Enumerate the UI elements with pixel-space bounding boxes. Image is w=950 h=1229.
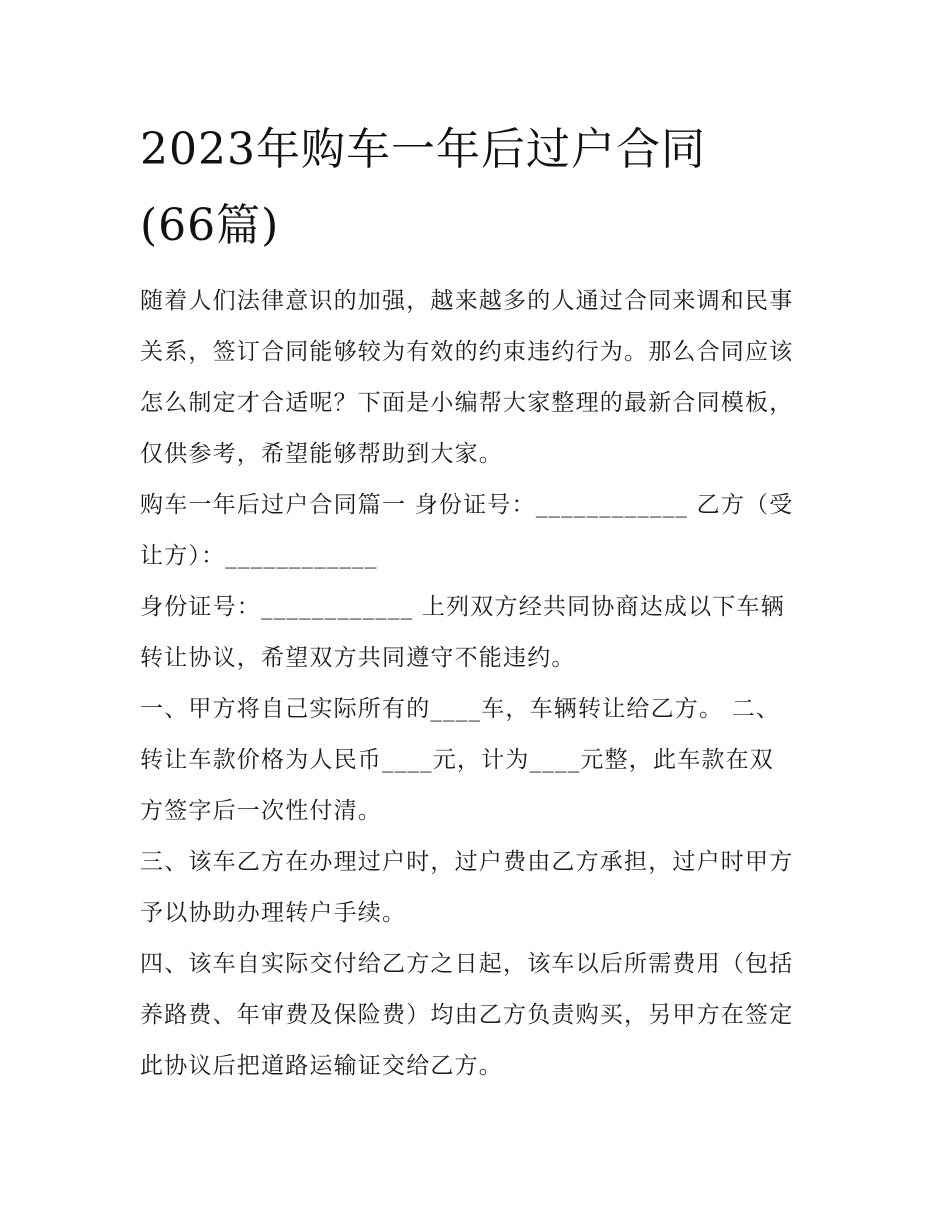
text-line: 转让协议，希望双方共同遵守不能违约。: [140, 645, 576, 671]
document-title: [140, 112, 820, 264]
document-body: [140, 276, 820, 1092]
text-line: 此协议后把道路运输证交给乙方。: [140, 1053, 503, 1079]
text-line: 购车一年后过户合同篇一 身份证号：____________ 乙方（受: [140, 492, 794, 518]
title-line-2: (66篇): [140, 200, 280, 251]
text-line: 方签字后一次性付清。: [140, 798, 382, 824]
text-line: 让方）：____________: [140, 543, 378, 569]
text-line: 转让车款价格为人民币____元，计为____元整，此车款在双: [140, 747, 774, 773]
text-line: 随着人们法律意识的加强，越来越多的人通过合同来调和民事: [140, 288, 794, 314]
text-line: 一、甲方将自己实际所有的____车，车辆转让给乙方。 二、: [140, 696, 781, 722]
text-line: 予以协助办理转户手续。: [140, 900, 407, 926]
text-line: 身份证号：____________ 上列双方经共同协商达成以下车辆: [140, 594, 785, 620]
text-line: 仅供参考，希望能够帮助到大家。: [140, 441, 503, 467]
text-line: 三、该车乙方在办理过户时，过户费由乙方承担，过户时甲方: [140, 849, 794, 875]
title-line-1: 2023年购车一年后过户合同: [140, 124, 706, 175]
text-line: 四、该车自实际交付给乙方之日起，该车以后所需费用（包括: [140, 951, 794, 977]
text-line: 怎么制定才合适呢？下面是小编帮大家整理的最新合同模板，: [140, 390, 794, 416]
text-line: 养路费、年审费及保险费）均由乙方负责购买，另甲方在签定: [140, 1002, 794, 1028]
text-line: 关系，签订合同能够较为有效的约束违约行为。那么合同应该: [140, 339, 794, 365]
